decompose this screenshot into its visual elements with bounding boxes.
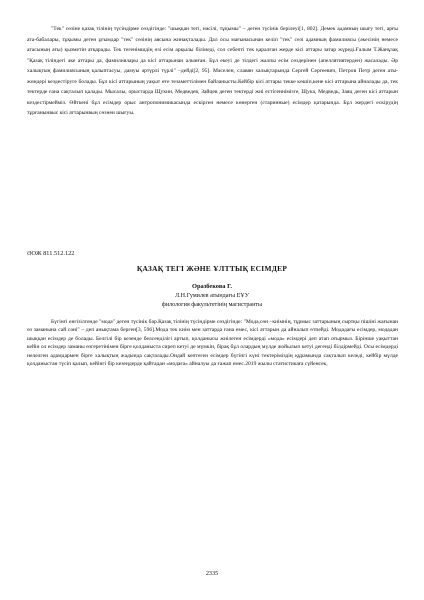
page-number: 2335 xyxy=(205,570,219,577)
body-paragraph: Бүгінгі енгізілгенде "мода" деген түсінік бар.Қазақ тілінің түсіндірме сөздігінде: "Мода,сөн –киімнің, тұрмыс заттарының сыртқы пішіні жағынан өз заманына сай сәні" – деп анықтама берген[3, 596].Мода тек киім мен заттарда ғана емес, кісі аттарын да айналып өтпейді. Модадағы есімдер, модадан шыққан есімдер де болады. Белгілі бір кезенде белсенділігі артып, қолданысы жиілеген есімдерді «мода» есімдері деп атап отырмыз. Бірінше уақыттан кейін ол есімдер заманы өзгеретінімен бірге қолданыста сиреп кетуі де мүмкін, бірақ бұл олардың мүлде жойылып кетуі дегенді білдірмейді. Осы есімдерді нелелген адамдармен бірге халықтың жадында сақталады.Ондай кептеген есімдер бүгінгі күні тектеріміздің құрамында сақталып келеді, кейбір мүлде қолданыстан түсіп қалып, кейінгі бір кезеңдерде қайтадан «модаға» айналуы да ғажап емес.2019 жылы статистикаға сүйенсек, xyxy=(27,319,398,368)
intro-paragraph xyxy=(27,24,398,119)
udc-code: ӘОЖ 811.512.122 xyxy=(27,250,75,257)
author-affiliation: Л.Н.Гумилев атындағы ЕҰУ xyxy=(174,293,250,299)
article-title: ҚАЗАҚ ТЕГІ ЖӘНЕ ҰЛТТЫҚ ЕСІМДЕР xyxy=(136,264,288,273)
author-faculty: филология факультетінің магистранты xyxy=(161,302,263,308)
intro-paragraph-text: "Тек" сөзіне қазақ тілінің түсіндірме сөздігінде: "шыққан тегі, нәсілі, тұқымы" – деген түсінік берілеуі[1, 802]. Демек адамның шығу тегі, арғы ата-бабалары, тұқымы деген ұғымдар "тек" сөзінің аясына жинақталады. Дал осы мағынасынан келіп "тек" сөзі адамның фамилиясы (әкесінің немесе атасының аты) қызметін атқарады. Тек тегенімшдің өзі есім арқылы білінеді, сол себепті тек қаралған жерде кісі аттары затар жүреді.Ғалым Т.Жанұзақ "Қазақ тіліндегі әке аттары да, фамилиялары да кісі аттарынан алынған. Бұл екеуі де тілдегі жалпы есім сөздерінен (апеллятивтерден) жасалады. Әр халықтың фамилиясының қалыптасуы, дамуы әртүрлі түрлі" –дейді[2, 95]. Мәселен, славян халықтарында Сергей Сергеевич, Петров Петр деген аты-жөндері кездестіруге болады. Бұл кісі аттарының уақыт өте тезаметтілімен байланысты.Кейбір кісі аттары текке көшіп,кене кісі аттарына айналады да, тек тектерде ғана сақталып қалады. Мысалы, орыстарда Щукин, Медведев, Зайцев деген тектерді жиі естігеннімізге, Щука, Медведь, Заяц деген кісі аттарын кездестірмейміз. Өйткені бұл есімдер орыс антропонимикасында ескірген немесе көнерген (старинные) есімдер қатарында. Бұл жердегі ескірудің тұрғанынвыс кісі аттарынвың сөзнен шығуы. xyxy=(27,26,398,116)
author-name: Оразбекова Г. xyxy=(191,283,233,290)
article-body xyxy=(27,318,398,368)
